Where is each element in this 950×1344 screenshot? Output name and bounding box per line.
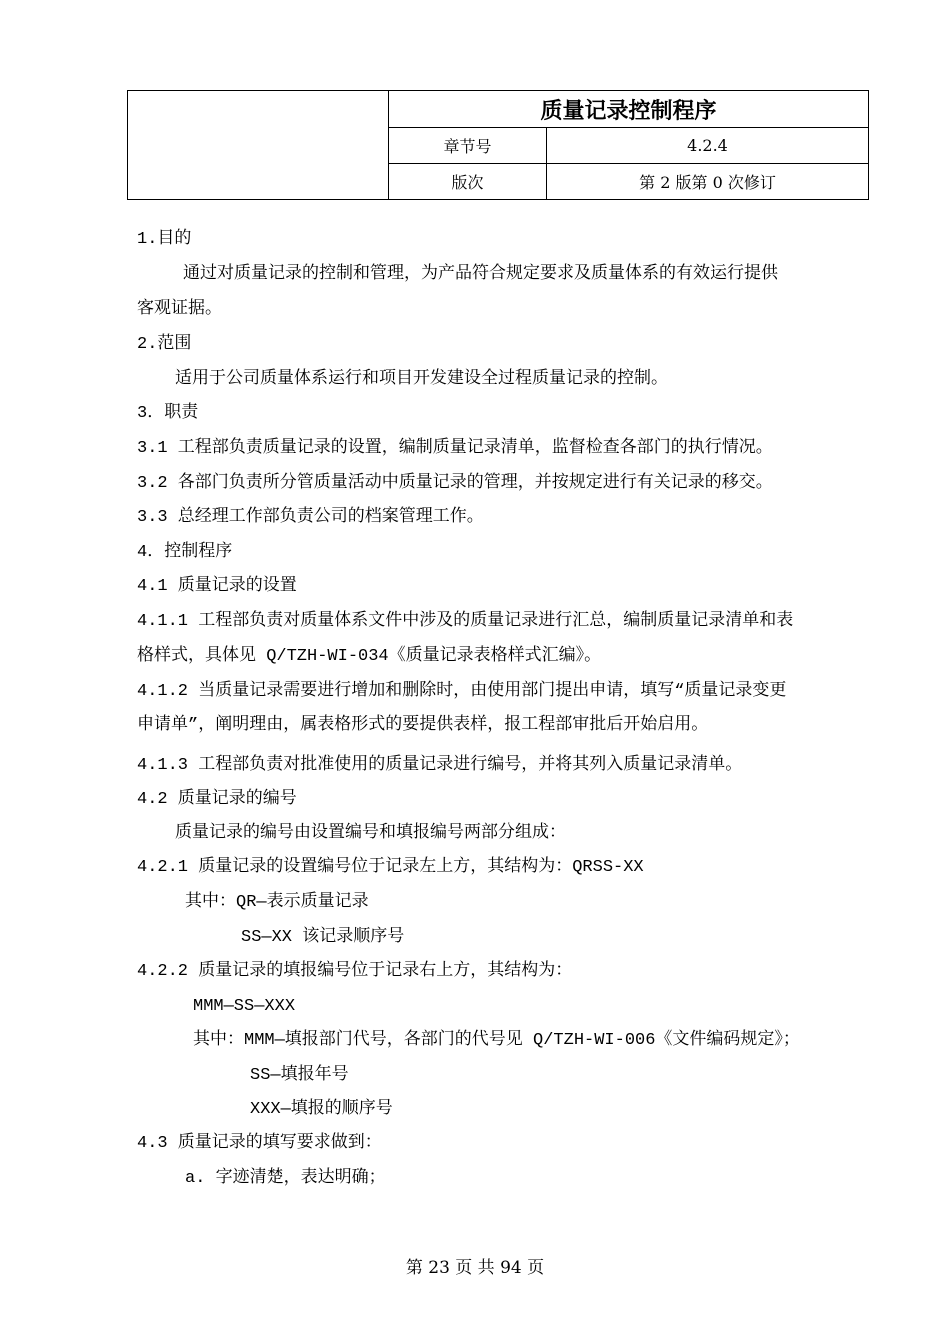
paragraph-line: 3.2 各部门负责所分管质量活动中质量记录的管理，并按规定进行有关记录的移交。	[137, 474, 773, 493]
section-heading-scope: 2.范围	[137, 335, 192, 354]
document-header-table	[127, 90, 869, 200]
paragraph-line: 格样式，具体见 Q/TZH-WI-034《质量记录表格样式汇编》。	[137, 647, 602, 666]
page-number: 第 23 页 共 94 页	[405, 1258, 545, 1278]
paragraph-line: MMM—SS—XXX	[193, 997, 296, 1016]
paragraph-line: 3.1 工程部负责质量记录的设置，编制质量记录清单，监督检查各部门的执行情况。	[137, 439, 773, 458]
paragraph-line: 3.3 总经理工作部负责公司的档案管理工作。	[137, 508, 484, 527]
version-label: 版次	[389, 164, 547, 200]
subsection-heading: 4.3 质量记录的填写要求做到：	[137, 1134, 382, 1153]
logo-cell	[128, 91, 389, 200]
paragraph-line: 其中：QR—表示质量记录	[185, 893, 369, 912]
paragraph-line: 4.1.1 工程部负责对质量体系文件中涉及的质量记录进行汇总，编制质量记录清单和表	[137, 612, 794, 631]
paragraph-line: SS—XX 该记录顺序号	[241, 928, 405, 947]
paragraph-line: 4.2.1 质量记录的设置编号位于记录左上方，其结构为：QRSS-XX	[137, 858, 644, 877]
paragraph-line: 4.1.2 当质量记录需要进行增加和删除时，由使用部门提出申请，填写“质量记录变更	[137, 682, 787, 701]
section-heading-procedure: 4．控制程序	[137, 543, 233, 562]
document-title: 质量记录控制程序	[389, 91, 869, 128]
subsection-heading: 4.1 质量记录的设置	[137, 577, 297, 596]
subsection-heading: 4.2 质量记录的编号	[137, 790, 297, 809]
chapter-number: 4.2.4	[547, 128, 869, 164]
paragraph-line: 适用于公司质量体系运行和项目开发建设全过程质量记录的控制。	[175, 370, 668, 389]
section-heading-purpose: 1.目的	[137, 230, 192, 249]
paragraph-line: XXX—填报的顺序号	[250, 1100, 393, 1119]
paragraph-line: a. 字迹清楚，表达明确；	[185, 1169, 386, 1188]
version-value: 第 2 版第 0 次修订	[547, 164, 869, 200]
paragraph-line: 通过对质量记录的控制和管理，为产品符合规定要求及质量体系的有效运行提供	[183, 265, 778, 284]
paragraph-line: 4.1.3 工程部负责对批准使用的质量记录进行编号，并将其列入质量记录清单。	[137, 756, 743, 775]
paragraph-line: 4.2.2 质量记录的填报编号位于记录右上方，其结构为：	[137, 962, 573, 981]
chapter-label: 章节号	[389, 128, 547, 164]
paragraph-line: SS—填报年号	[250, 1066, 349, 1085]
paragraph-line: 质量记录的编号由设置编号和填报编号两部分组成：	[175, 824, 566, 843]
section-heading-duties: 3．职责	[137, 404, 199, 423]
paragraph-line: 申请单”，阐明理由，属表格形式的要提供表样，报工程部审批后开始启用。	[137, 716, 709, 735]
paragraph-line: 其中：MMM—填报部门代号，各部门的代号见 Q/TZH-WI-006《文件编码规定》；	[193, 1031, 800, 1050]
paragraph-line: 客观证据。	[137, 300, 222, 319]
